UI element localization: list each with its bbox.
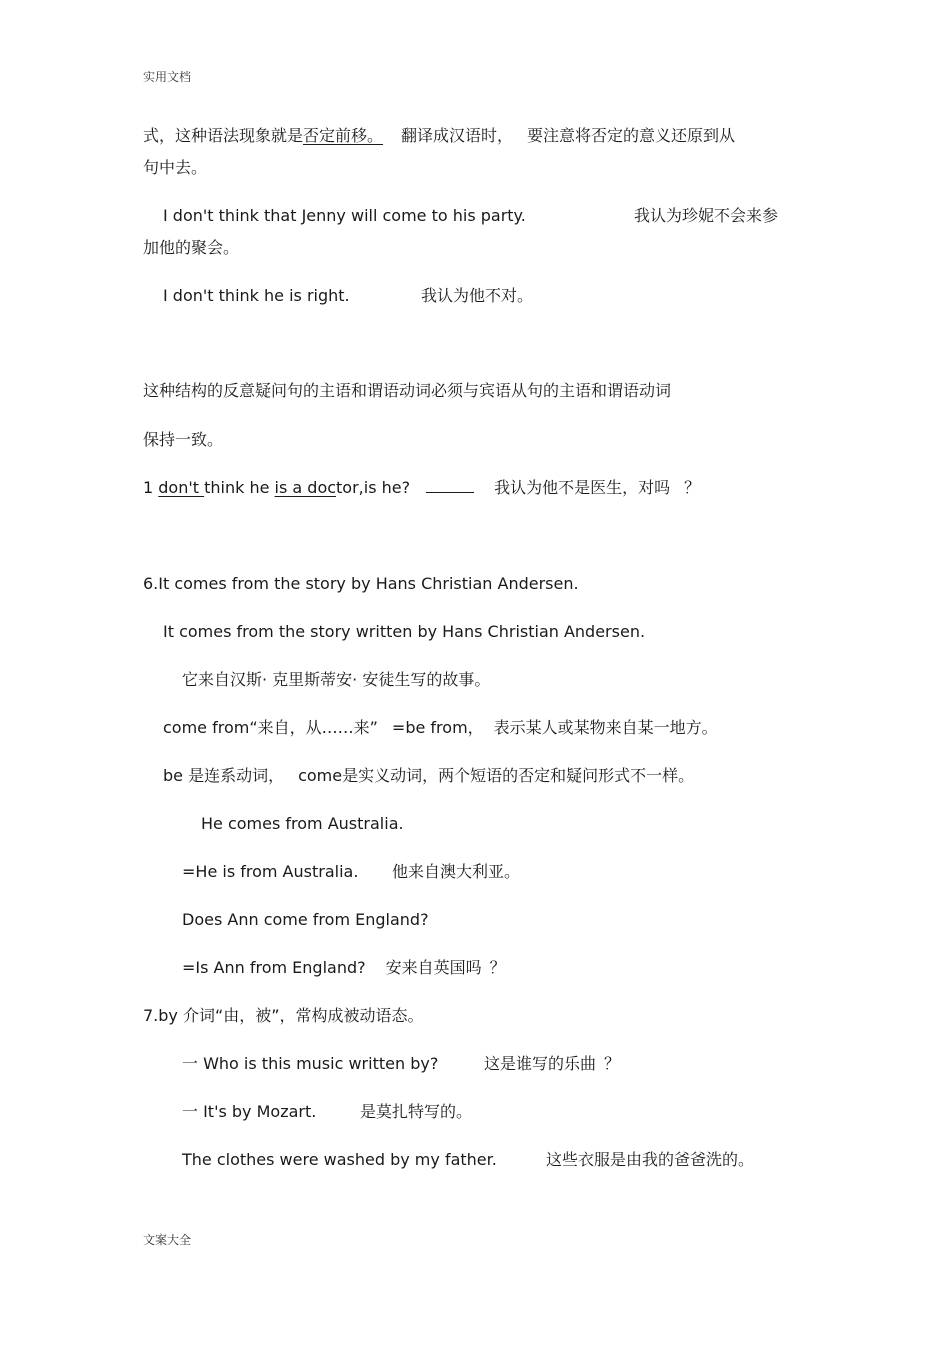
section-7-line-zh: 这是谁写的乐曲 ？ [484,1054,621,1073]
example-1-zh: 我认为珍妮不会来参 [634,206,779,225]
section-6-be-come: be 是连系动词， come是实义动词，两个短语的否定和疑问形式不一样。 [163,766,695,785]
section-6-line: =Is Ann from England? 安来自英国吗 ？ [182,958,506,977]
section-6-line-zh: 他来自澳大利亚。 [392,862,521,881]
section-6-come-from: come from“来自，从……来” =be from， 表示某人或某物来自某一地方。 [163,718,718,737]
section-6-title: 6.It comes from the story by Hans Christian Andersen. [143,574,579,593]
example-1-zh-cont: 加他的聚会。 [143,238,240,257]
section-6-line: =He is from Australia. [182,862,359,881]
underlined-dont: don't [158,478,205,497]
section-7-line: 一 It's by Mozart. [182,1102,317,1121]
example-2-en: I don't think he is right. [163,286,350,305]
section-6-line: It comes from the story written by Hans Christian Andersen. [163,622,646,641]
page-footer: 文案大全 [143,1233,192,1247]
intro-text: 要注意将否定的意义还原到从 [527,126,736,145]
intro-text: 翻译成汉语时， [401,126,514,145]
section-7-line: The clothes were washed by my father. [182,1150,497,1169]
section-7-line: 一 Who is this music written by? [182,1054,439,1073]
section-6-line: Does Ann come from England? [182,910,429,929]
tag-question-rule: 这种结构的反意疑问句的主语和谓语动词必须与宾语从句的主语和谓语动词 [143,381,672,400]
intro-text: 式，这种语法现象就是 [143,126,304,145]
section-6-line: He comes from Australia. [201,814,404,833]
section-6-line: 它来自汉斯· 克里斯蒂安· 安徒生写的故事。 [182,670,491,689]
page-header: 实用文档 [143,70,192,84]
example-3: 1 don't think he is a doctor,is he? 我认为他不是医生，对吗 ？ [143,478,701,497]
intro-line-1 [143,126,735,146]
tag-question-rule-cont: 保持一致。 [143,430,224,449]
term-negative-transfer: 否定前移。 [303,126,384,145]
underlined-is-a-doc: is a doc [274,478,337,497]
section-7-line-zh: 是莫扎特写的。 [360,1102,473,1121]
section-7-title: 7.by 介词“由，被”，常构成被动语态。 [143,1006,424,1025]
example-3-zh: 我认为他不是医生，对吗 [494,478,671,497]
intro-line-2: 句中去。 [143,158,208,177]
example-1-en: I don't think that Jenny will come to his party. [163,206,526,225]
section-7-line-zh: 这些衣服是由我的爸爸洗的。 [546,1150,755,1169]
answer-blank [426,478,474,493]
example-2-zh: 我认为他不对。 [421,286,534,305]
